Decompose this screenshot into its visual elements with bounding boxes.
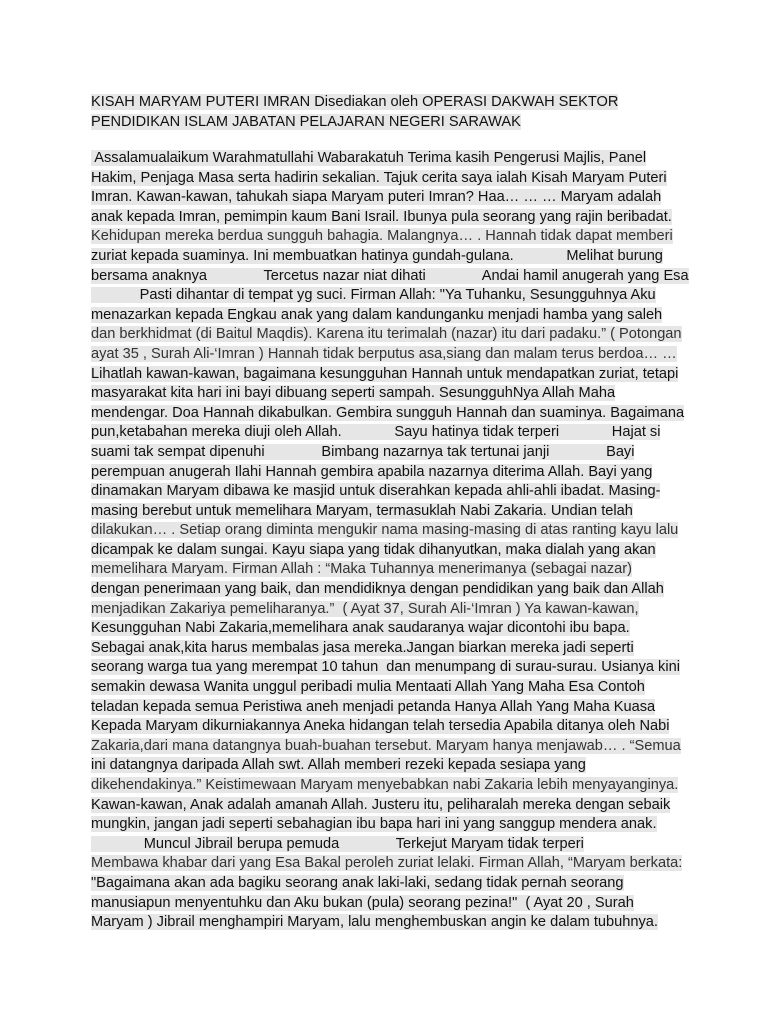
body-line — [91, 600, 691, 620]
body-line — [91, 384, 691, 404]
body-line — [91, 286, 691, 306]
body-line-text: Membawa khabar dari yang Esa Bakal peroleh zuriat lelaki. Firman Allah, “Maryam berkata: — [91, 855, 683, 872]
title-line-text: KISAH MARYAM PUTERI IMRAN Disediakan oleh OPERASI DAKWAH SEKTOR — [91, 94, 619, 110]
body-line — [91, 443, 691, 463]
body-line — [91, 227, 691, 247]
body-line-text: dikehendakinya.” Keistimewaan Maryam menyebabkan nabi Zakaria lebih menyayanginya. — [91, 777, 679, 793]
body-line-text: teladan kepada semua Peristiwa aneh menjadi petanda Hanya Allah Yang Maha Kuasa — [91, 698, 656, 715]
body-line-text: Pasti dihantar di tempat yg suci. Firman Allah: "Ya Tuhanku, Sesungguhnya Aku — [91, 287, 656, 304]
body-line — [91, 463, 691, 483]
body-line-text: memelihara Maryam. Firman Allah : “Maka Tuhannya menerimanya (sebagai nazar) — [91, 561, 633, 578]
body-line-text: Assalamualaikum Warahmatullahi Wabarakatuh Terima kasih Pengerusi Majlis, Panel — [91, 150, 647, 166]
body-line-text: Hakim, Penjaga Masa serta hadirin sekalian. Tajuk cerita saya ialah Kisah Maryam Puteri — [91, 169, 667, 186]
body-line — [91, 423, 691, 443]
body-line — [91, 521, 691, 541]
body-line — [91, 482, 691, 502]
body-line-text: seorang warga tua yang merempat 10 tahun dan menumpang di surau-surau. Usianya kini — [91, 659, 680, 676]
body-line — [91, 658, 691, 678]
body-line — [91, 913, 691, 933]
body-line-text: Kehidupan mereka berdua sungguh bahagia. Malangnya… . Hannah tidak dapat memberi — [91, 228, 673, 245]
body-line — [91, 874, 691, 894]
body-line-text: zuriat kepada suaminya. Ini membuatkan hatinya gundah-gulana. Melihat burung — [91, 247, 663, 264]
body-line — [91, 756, 691, 776]
body-line — [91, 717, 691, 737]
body-line-text: dengan penerimaan yang baik, dan mendidiknya dengan pendidikan yang baik dan Allah — [91, 581, 664, 598]
body-line — [91, 267, 691, 287]
body-line — [91, 815, 691, 835]
body-line — [91, 306, 691, 326]
body-line-text: mendengar. Doa Hannah dikabulkan. Gembira sungguh Hannah dan suaminya. Bagaimana — [91, 404, 685, 421]
body-line — [91, 149, 691, 169]
body-line — [91, 247, 691, 267]
body-line — [91, 796, 691, 816]
body-line-text: pun,ketabahan mereka diuji oleh Allah. Sayu hatinya tidak terperi Hajat si — [91, 424, 661, 441]
body-line — [91, 894, 691, 914]
body-line — [91, 776, 691, 796]
body-line — [91, 678, 691, 698]
document-title — [91, 92, 691, 132]
body-line — [91, 541, 691, 561]
body-line-text: suami tak sempat dipenuhi Bimbang nazarnya tak tertunai janji Bayi — [91, 443, 635, 460]
body-line-text: anak kepada Imran, pemimpin kaum Bani Israil. Ibunya pula seorang yang rajin beribadat. — [91, 208, 672, 225]
body-line-text: bersama anaknya Tercetus nazar niat dihati Andai hamil anugerah yang Esa — [91, 267, 689, 284]
body-line — [91, 580, 691, 600]
body-line — [91, 169, 691, 189]
body-line-text: Maryam ) Jibrail menghampiri Maryam, lalu menghembuskan angin ke dalam tubuhnya. — [91, 914, 658, 931]
body-line — [91, 560, 691, 580]
body-line — [91, 835, 691, 855]
body-line-text: Kawan-kawan, Anak adalah amanah Allah. Justeru itu, peliharalah mereka dengan sebaik — [91, 796, 671, 813]
body-line-text: masing berebut untuk memelihara Maryam, termasuklah Nabi Zakaria. Undian telah — [91, 502, 633, 519]
title-line — [91, 112, 691, 132]
body-line — [91, 639, 691, 659]
body-line-text: perempuan anugerah Ilahi Hannah gembira apabila nazarnya diterima Allah. Bayi yang — [91, 463, 653, 480]
body-line — [91, 365, 691, 385]
body-line-text: Kepada Maryam dikurniakannya Aneka hidangan telah tersedia Apabila ditanya oleh Nabi — [91, 718, 670, 735]
body-line-text: semakin dewasa Wanita unggul peribadi mulia Mentaati Allah Yang Maha Esa Contoh — [91, 679, 645, 696]
body-line-text: menazarkan kepada Engkau anak yang dalam kandunganku menjadi hamba yang saleh — [91, 306, 663, 323]
body-line-text: Sebagai anak,kita harus membalas jasa mereka.Jangan biarkan mereka jadi seperti — [91, 639, 634, 656]
body-line-text: manusiapun menyentuhku dan Aku bukan (pula) seorang pezina!" ( Ayat 20 , Surah — [91, 894, 634, 911]
body-line-text: Imran. Kawan-kawan, tahukah siapa Maryam puteri Imran? Haa… … … Maryam adalah — [91, 189, 662, 206]
body-line-text: Zakaria,dari mana datangnya buah-buahan tersebut. Maryam hanya menjawab… . “Semua — [91, 737, 681, 754]
body-line-text: ayat 35 , Surah Ali-‘Imran ) Hannah tidak berputus asa,siang dan malam terus berdoa… … — [91, 345, 677, 362]
document-body — [91, 149, 691, 933]
body-line-text: dicampak ke dalam sungai. Kayu siapa yang tidak dihanyutkan, maka dialah yang akan — [91, 541, 656, 558]
body-line-text: dan berkhidmat (di Baitul Maqdis). Karena itu terimalah (nazar) itu dari padaku.” ( Potongan — [91, 326, 682, 343]
body-line-text: dilakukan… . Setiap orang diminta mengukir nama masing-masing di atas ranting kayu lalu — [91, 522, 679, 539]
body-line — [91, 619, 691, 639]
title-line-text: PENDIDIKAN ISLAM JABATAN PELAJARAN NEGERI SARAWAK — [91, 114, 521, 130]
body-line — [91, 502, 691, 522]
body-line — [91, 737, 691, 757]
body-line — [91, 698, 691, 718]
body-line-text: ini datangnya daripada Allah swt. Allah memberi rezeki kepada sesiapa yang — [91, 757, 586, 774]
body-line — [91, 188, 691, 208]
body-line-text: Lihatlah kawan-kawan, bagaimana kesungguhan Hannah untuk mendapatkan zuriat, tetapi — [91, 365, 679, 382]
body-line-text: Kesungguhan Nabi Zakaria,memelihara anak saudaranya wajar dicontohi ibu bapa. — [91, 620, 630, 637]
body-line-text: Muncul Jibrail berupa pemuda Terkejut Maryam tidak terperi — [91, 835, 584, 852]
body-line-text: dinamakan Maryam dibawa ke masjid untuk diserahkan kepada ahli-ahli ibadat. Masing- — [91, 483, 661, 500]
body-line-text: menjadikan Zakariya pemeliharanya.” ( Ayat 37, Surah Ali-‘Imran ) Ya kawan-kawan, — [91, 600, 639, 617]
body-line-text: masyarakat kita hari ini bayi dibuang seperti sampah. SesungguhNya Allah Maha — [91, 385, 616, 402]
body-line — [91, 854, 691, 874]
body-line — [91, 404, 691, 424]
title-line — [91, 92, 691, 112]
body-line — [91, 208, 691, 228]
body-line — [91, 325, 691, 345]
body-line — [91, 345, 691, 365]
body-line-text: "Bagaimana akan ada bagiku seorang anak laki-laki, sedang tidak pernah seorang — [91, 874, 624, 891]
body-line-text: mungkin, jangan jadi seperti sebahagian ibu bapa hari ini yang sanggup mendera anak. — [91, 816, 657, 833]
